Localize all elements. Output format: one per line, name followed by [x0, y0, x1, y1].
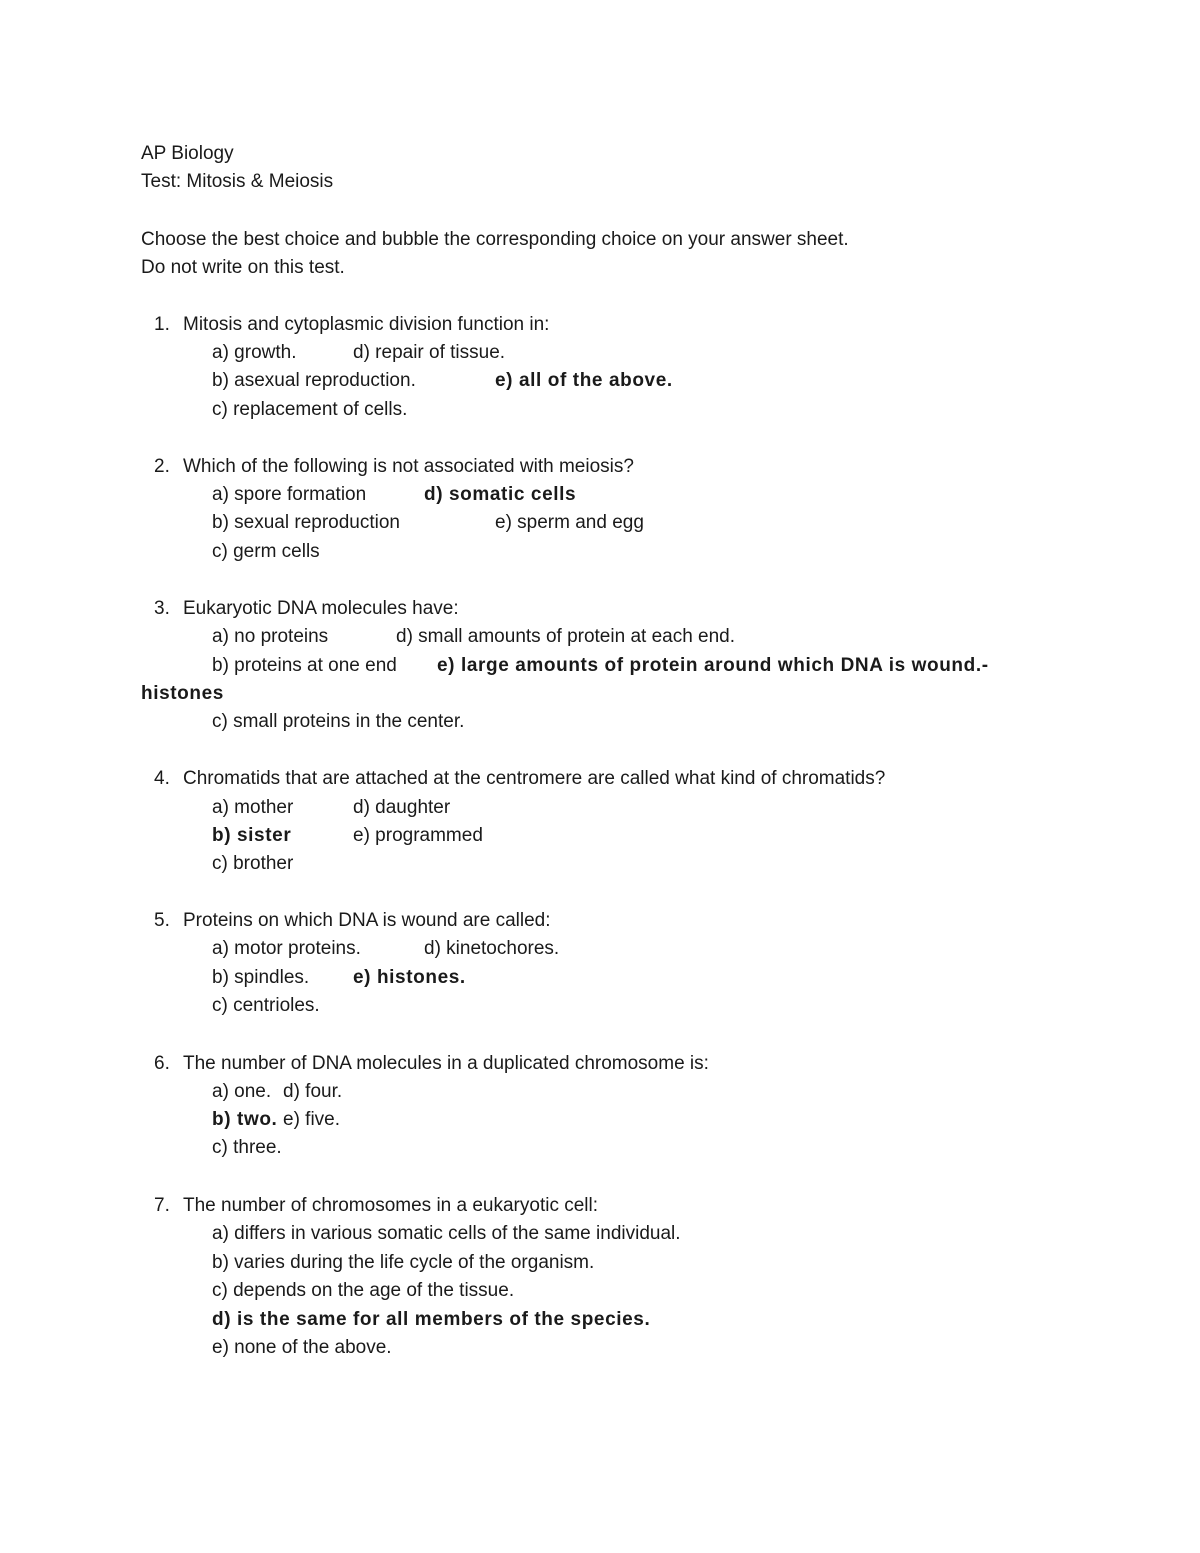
question-number: 4.: [154, 768, 170, 789]
option-d: d) small amounts of protein at each end.: [396, 626, 736, 647]
question-number: 6.: [154, 1053, 170, 1074]
question-text: The number of DNA molecules in a duplicated chromosome is:: [183, 1053, 709, 1074]
question-text: Proteins on which DNA is wound are called:: [183, 910, 551, 931]
option-b-answer: b) two.: [212, 1109, 278, 1130]
question-number: 2.: [154, 456, 170, 477]
question-text: Chromatids that are attached at the centromere are called what kind of chromatids?: [183, 768, 886, 789]
option-c: c) depends on the age of the tissue.: [212, 1280, 515, 1301]
option-b: b) varies during the life cycle of the organism.: [212, 1252, 595, 1273]
course-title: AP Biology: [141, 143, 234, 164]
option-a: a) motor proteins.: [212, 938, 361, 959]
question-number: 7.: [154, 1195, 170, 1216]
option-e: e) programmed: [353, 825, 483, 846]
question-text: Which of the following is not associated with meiosis?: [183, 456, 634, 477]
option-a: a) differs in various somatic cells of the same individual.: [212, 1223, 681, 1244]
option-c: c) brother: [212, 853, 294, 874]
option-e: e) sperm and egg: [495, 512, 644, 533]
option-a: a) growth.: [212, 342, 297, 363]
option-a: a) one.: [212, 1081, 272, 1102]
option-b: b) proteins at one end: [212, 655, 397, 676]
option-a: a) no proteins: [212, 626, 329, 647]
question-text: The number of chromosomes in a eukaryotic cell:: [183, 1195, 599, 1216]
option-e: e) five.: [283, 1109, 341, 1130]
question-number: 1.: [154, 314, 170, 335]
option-e-answer: e) all of the above.: [495, 370, 673, 391]
option-e-answer: e) histones.: [353, 967, 466, 988]
option-a: a) spore formation: [212, 484, 367, 505]
instruction-line: Choose the best choice and bubble the corresponding choice on your answer sheet.: [141, 229, 849, 250]
option-d-answer: d) is the same for all members of the species.: [212, 1309, 651, 1330]
option-d: d) kinetochores.: [424, 938, 560, 959]
option-b: b) asexual reproduction.: [212, 370, 416, 391]
option-b: b) sexual reproduction: [212, 512, 400, 533]
option-c: c) replacement of cells.: [212, 399, 408, 420]
option-e: e) none of the above.: [212, 1337, 392, 1358]
option-d: d) repair of tissue.: [353, 342, 506, 363]
option-d-answer: d) somatic cells: [424, 484, 577, 505]
option-c: c) centrioles.: [212, 995, 320, 1016]
option-b-answer: b) sister: [212, 825, 292, 846]
option-d: d) daughter: [353, 797, 451, 818]
option-e-answer: e) large amounts of protein around which DNA is wound.-: [437, 655, 989, 676]
option-c: c) three.: [212, 1137, 282, 1158]
test-title: Test: Mitosis & Meiosis: [141, 171, 334, 192]
option-a: a) mother: [212, 797, 294, 818]
option-e-continuation: histones: [141, 683, 224, 704]
question-number: 3.: [154, 598, 170, 619]
option-b: b) spindles.: [212, 967, 310, 988]
question-text: Eukaryotic DNA molecules have:: [183, 598, 459, 619]
option-c: c) germ cells: [212, 541, 320, 562]
question-text: Mitosis and cytoplasmic division function in:: [183, 314, 550, 335]
option-c: c) small proteins in the center.: [212, 711, 465, 732]
instruction-line: Do not write on this test.: [141, 257, 345, 278]
question-number: 5.: [154, 910, 170, 931]
option-d: d) four.: [283, 1081, 343, 1102]
